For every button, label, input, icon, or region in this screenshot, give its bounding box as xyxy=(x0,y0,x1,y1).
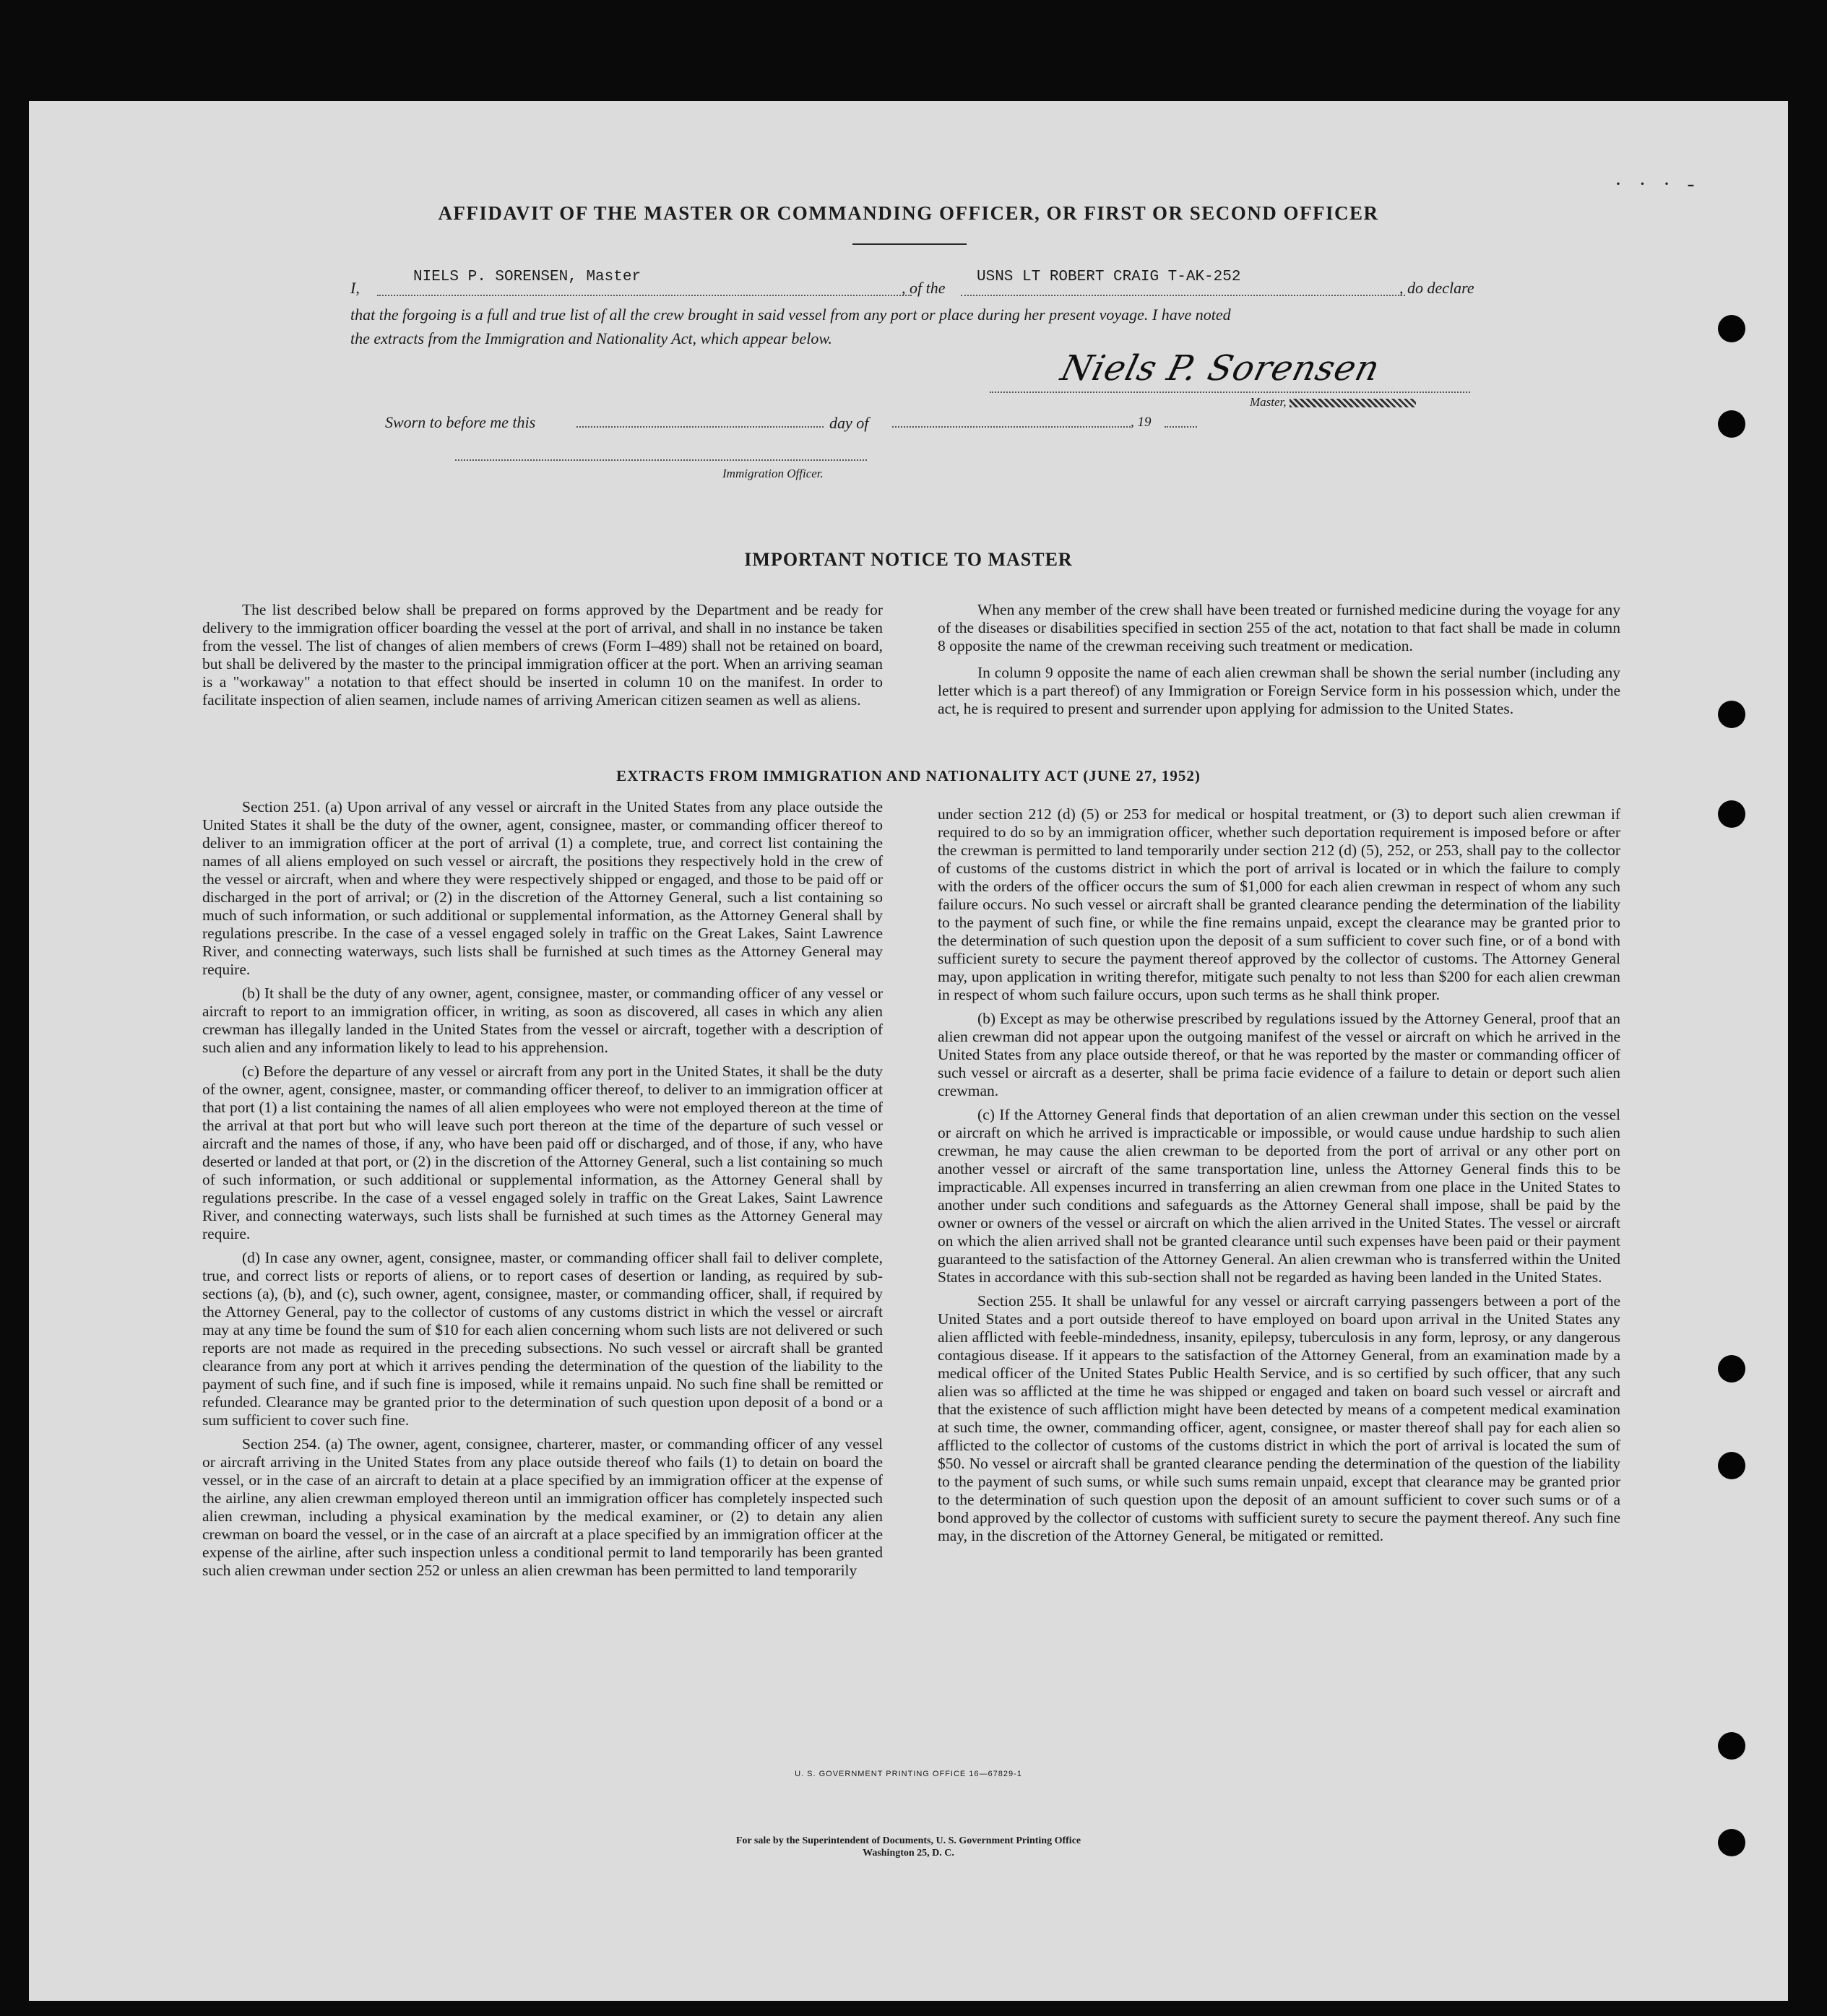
act-paragraph: under section 212 (d) (5) or 253 for medical or hospital treatment, or (3) to deport such alien crewman if required to do so by an immigration officer, whether such deportation requirement is imposed before or after the crewman is permitted to land temporarily under section 212 (d) (5), 252, or 253, shall pay to the collector of customs of the customs district in which the port of arrival is located or in which the failure to comply with the orders of the officer occurs the sum of $1,000 for each alien crewman in respect of whom any such failure occurs. No such vessel or aircraft shall be granted clearance pending the determination of the liability to the payment of such fine, or while the fine remains unpaid, except the clearance may be granted prior to the determination of such question upon the deposit of a sum sufficient to cover such fine, or of a bond with sufficient surety to secure the payment thereof approved by the collector of customs. The Attorney General may, upon application in writing therefor, mitigate such penalty to not less than $200 for each alien crewman in respect of whom such failure occurs, upon such terms as he shall think proper. xyxy=(938,805,1620,1003)
struck-out-title xyxy=(1290,399,1416,407)
title-rule xyxy=(852,243,967,245)
notice-paragraph: In column 9 opposite the name of each alien crewman shall be shown the serial number (including any letter which is a part thereof) of any Immigration or Foreign Service form in his possession which, under the act, he is required to present and surrender upon applying for admission to the United States. xyxy=(938,664,1620,717)
punch-hole xyxy=(1718,1355,1745,1383)
act-paragraph: (b) It shall be the duty of any owner, agent, consignee, master, or commanding officer of any vessel or aircraft to report to an immigration officer, in writing, as soon as discovered, all cases in which any alien crewman has illegally landed in the United States from the vessel or aircraft, together with a description of such alien and any information likely to lead to his apprehension. xyxy=(202,985,883,1056)
master-signature: Niels P. Sorensen xyxy=(1057,348,1385,389)
sworn-year-field xyxy=(1165,426,1197,428)
do-declare-label: , do declare xyxy=(1399,279,1474,297)
signature-role-text: Master, xyxy=(1250,395,1287,409)
declaration-line-2: that the forgoing is a full and true list of all the crew brought in said vessel from any port or place during her present voyage. I have noted xyxy=(350,306,1231,324)
notice-paragraph: The list described below shall be prepared on forms approved by the Department and be ready for delivery to the immigration officer boarding the vessel at the port of arrival, and shall in no instance be taken from the vessel. The list of changes of alien members of crews (Form I–489) shall not be retained on board, but shall be delivered by the master to the principal immigration officer at the port. When an arriving seaman is a "workaway" a notation to that effect should be inserted in column 10 on the manifest. In order to facilitate inspection of alien seamen, include names of arriving American citizen seamen as well as aliens. xyxy=(202,601,883,709)
punch-hole xyxy=(1718,410,1745,438)
vessel-name-field xyxy=(961,269,1405,296)
act-paragraph: Section 254. (a) The owner, agent, consignee, charterer, master, or commanding officer of any vessel or aircraft arriving in the United States from any place outside thereof who fails (1) to detain on board the vessel, or in the case of an aircraft to detain at a place specified by an immigration officer at the expense of the airline, any alien crewman employed thereon until an immigration officer has completely inspected such alien crewman, including a physical examination by the medical examiner, or (2) to detain any alien crewman on board the vessel, or in the case of an aircraft at a place specified by an immigration officer at the expense of the airline, after such inspection unless a conditional permit to land temporarily has been granted such alien crewman under section 252 or unless an alien crewman has been permitted to land temporarily xyxy=(202,1435,883,1579)
notice-title: IMPORTANT NOTICE TO MASTER xyxy=(744,549,1073,570)
affidavit-title: AFFIDAVIT OF THE MASTER OR COMMANDING OFFICER, OR FIRST OR SECOND OFFICER xyxy=(438,202,1379,224)
act-paragraph: (c) Before the departure of any vessel or aircraft from any port in the United States, it shall be the duty of the owner, agent, consignee, master, or commanding officer thereof, to deliver to an immigration officer at that port (1) a list containing the names of all alien employees who were not employed thereon at the time of the arrival at that port but who will leave such port thereon at the time of the departure of such vessel or aircraft and the names of those, if any, who have been paid off or discharged, and of those, if any, who have deserted or landed at that port, or (2) in the discretion of the Attorney General, such a list containing so much of such information, or such additional or supplemental information, as the Attorney General shall by regulations prescribe. In the case of a vessel engaged solely in traffic on the Great Lakes, Saint Lawrence River, and connecting waterways, such lists shall be furnished at such times as the Attorney General may require. xyxy=(202,1063,883,1242)
day-of-label: day of xyxy=(829,414,869,432)
signature-role xyxy=(1250,395,1416,410)
punch-hole xyxy=(1718,701,1745,728)
sworn-month-field xyxy=(892,426,1131,428)
extracts-right-column xyxy=(938,805,1620,1551)
printing-office-line: U. S. GOVERNMENT PRINTING OFFICE 16—67829-1 xyxy=(795,1770,1022,1778)
punch-hole xyxy=(1718,1732,1745,1760)
master-name-field xyxy=(377,269,912,296)
of-the-label: , of the xyxy=(902,279,946,297)
year-label: , 19 xyxy=(1131,415,1152,430)
act-paragraph: Section 251. (a) Upon arrival of any vessel or aircraft in the United States from any place outside the United States it shall be the duty of the owner, agent, consignee, master, or commanding officer thereof to deliver to an immigration officer at the port of arrival (1) a complete, true, and correct list containing the names of all aliens employed on such vessel or aircraft, the positions they respectively hold in the crew of the vessel or aircraft, when and where they were respectively shipped or engaged, and those to be paid off or discharged in the port of arrival; or (2) in the discretion of the Attorney General, such a list containing so much of such information, or such additional or supplemental information, as the Attorney General shall by regulations prescribe. In the case of a vessel engaged solely in traffic on the Great Lakes, Saint Lawrence River, and connecting waterways, such lists shall be furnished at such times as the Attorney General may require. xyxy=(202,798,883,978)
notice-paragraph: When any member of the crew shall have been treated or furnished medicine during the voyage for any of the diseases or disabilities specified in section 255 of the act, notation to that fact shall be made in column 8 opposite the name of the crewman receiving such treatment or medication. xyxy=(938,601,1620,654)
declaration-line-3: the extracts from the Immigration and Nationality Act, which appear below. xyxy=(350,329,832,347)
master-name-value: NIELS P. SORENSEN, Master xyxy=(413,269,642,285)
punch-hole xyxy=(1718,800,1745,828)
notice-left-column xyxy=(202,601,883,715)
immigration-officer-label: Immigration Officer. xyxy=(722,467,824,480)
notice-right-column xyxy=(938,601,1620,724)
punch-hole xyxy=(1718,315,1745,342)
signature-line xyxy=(990,391,1470,393)
corner-marks: · · · - xyxy=(1615,172,1701,196)
act-paragraph: Section 255. It shall be unlawful for any vessel or aircraft carrying passengers between a port of the United States and a port outside thereof to have employed on board upon arrival in the United States any alien afflicted with feeble-mindedness, insanity, epilepsy, tuberculosis in any form, leprosy, or any dangerous contagious disease. If it appears to the satisfaction of the Attorney General, from an examination made by a medical officer of the United States Public Health Service, and is so certified by such officer, that any such alien was so afflicted at the time he was shipped or engaged and taken on board such vessel or aircraft and that the existence of such affliction might have been detected by means of a competent medical examination at such time, the owner, commanding officer, agent, consignee, or master thereof shall pay for each alien so afflicted to the collector of customs of the customs district in which the port of arrival is located the sum of $50. No vessel or aircraft shall be granted clearance pending the determination of the question of the liability to the payment of such sums, or while such sums remain unpaid, except that clearance may be granted prior to the determination of such question upon the deposit of an amount sufficient to cover such sums or of a bond approved by the collector of customs with sufficient surety to secure the payment thereof. Any such fine may, in the discretion of the Attorney General, be mitigated or remitted. xyxy=(938,1292,1620,1544)
sale-line-2: Washington 25, D. C. xyxy=(863,1848,954,1859)
punch-hole xyxy=(1718,1829,1745,1856)
sworn-label: Sworn to before me this xyxy=(385,413,536,431)
declaration-prefix: I, xyxy=(350,279,360,297)
extracts-left-column xyxy=(202,798,883,1585)
sworn-day-field xyxy=(576,426,824,428)
document-page xyxy=(29,101,1788,2001)
extracts-title: EXTRACTS FROM IMMIGRATION AND NATIONALITY ACT (JUNE 27, 1952) xyxy=(616,767,1201,784)
act-paragraph: (b) Except as may be otherwise prescribed by regulations issued by the Attorney General, proof that an alien crewman did not appear upon the outgoing manifest of the vessel or aircraft on which he arrived in the United States from any place outside thereof, or that he was reported by the master or commanding officer of such vessel or aircraft as a deserter, shall be prima facie evidence of a failure to detain or deport such alien crewman. xyxy=(938,1010,1620,1099)
immigration-officer-line xyxy=(455,459,867,461)
sale-notice xyxy=(29,1835,1788,1859)
act-paragraph: (c) If the Attorney General finds that deportation of an alien crewman under this section on the vessel or aircraft on which he arrived is impracticable or impossible, or would cause undue hardship to such alien crewman, he may cause the alien crewman to be deported from the port of arrival or any other port on another vessel or aircraft of the same transportation line, unless the Attorney General finds this to be impracticable. All expenses incurred in transferring an alien crewman from one place in the United States to another under such conditions and safeguards as the Attorney General shall impose, shall be paid by the owner or owners of the vessel or aircraft on which the alien arrived in the United States. The vessel or aircraft on which the alien arrived shall not be granted clearance until such expenses have been paid or their payment guaranteed to the satisfaction of the Attorney General. An alien crewman who is transferred within the United States in accordance with this sub-section shall not be regarded as having been landed in the United States. xyxy=(938,1106,1620,1286)
vessel-name-value: USNS LT ROBERT CRAIG T-AK-252 xyxy=(977,269,1241,285)
act-paragraph: (d) In case any owner, agent, consignee, master, or commanding officer shall fail to deliver complete, true, and correct lists or reports of aliens, or to report cases of desertion or landing, as required by sub-sections (a), (b), and (c), such owner, agent, consignee, master, or commanding officer, shall, if required by the Attorney General, pay to the collector of customs of any customs district in which the vessel or aircraft may at any time be found the sum of $10 for each alien concerning whom such lists are not delivered or such reports are not made as required in the preceding subsections. No such vessel or aircraft shall be granted clearance from any port at which it arrives pending the determination of the question of the liability to the payment of such fine, and if such fine is imposed, while it remains unpaid. No such fine shall be remitted or refunded. Clearance may be granted prior to the determination of such question upon deposit of a bond or a sum sufficient to cover such fine. xyxy=(202,1249,883,1429)
punch-hole xyxy=(1718,1452,1745,1479)
sale-line-1: For sale by the Superintendent of Documents, U. S. Government Printing Office xyxy=(735,1835,1081,1846)
